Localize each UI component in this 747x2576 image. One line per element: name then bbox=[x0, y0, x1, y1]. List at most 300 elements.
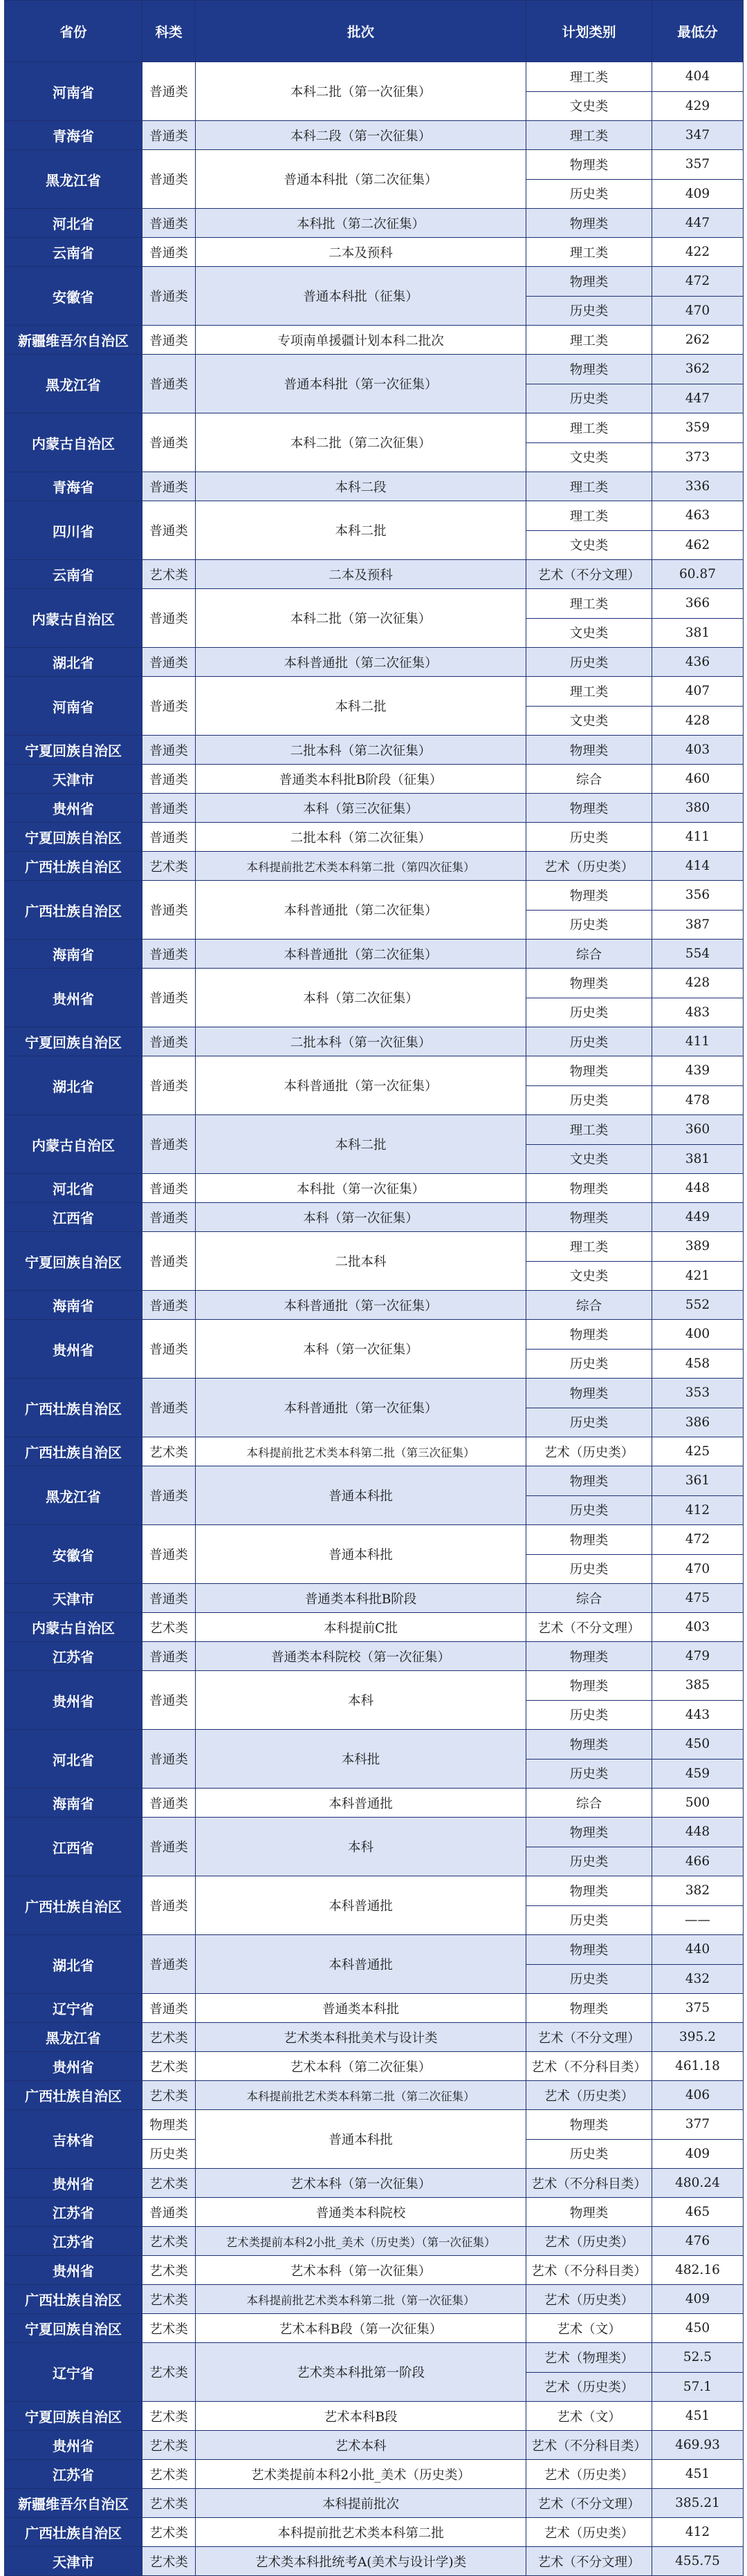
header-min-score: 最低分 bbox=[652, 1, 744, 62]
plan-type-cell: 文史类 bbox=[526, 1144, 652, 1174]
table-row bbox=[5, 501, 744, 531]
min-score-cell: 462 bbox=[652, 530, 744, 560]
table-row bbox=[5, 2227, 744, 2256]
min-score-cell: 60.87 bbox=[652, 560, 744, 589]
plan-type-cell: 艺术（不分文理） bbox=[526, 560, 652, 589]
batch-cell: 本科普通批（第一次征集） bbox=[196, 1056, 526, 1115]
min-score-cell: 483 bbox=[652, 998, 744, 1027]
table-row bbox=[5, 413, 744, 443]
min-score-cell: 458 bbox=[652, 1349, 744, 1379]
category-cell: 艺术类 bbox=[142, 2314, 196, 2343]
plan-type-cell: 历史类 bbox=[526, 823, 652, 852]
category-cell: 艺术类 bbox=[142, 1437, 196, 1466]
min-score-cell: 407 bbox=[652, 677, 744, 707]
plan-type-cell: 物理类 bbox=[526, 1818, 652, 1847]
category-cell: 普通类 bbox=[142, 267, 196, 326]
batch-cell: 本科二批（第一次征集） bbox=[196, 62, 526, 121]
plan-type-cell: 理工类 bbox=[526, 238, 652, 267]
batch-cell: 本科普通批（第二次征集） bbox=[196, 881, 526, 940]
batch-cell: 本科二批 bbox=[196, 1115, 526, 1174]
batch-cell: 艺术本科（第一次征集） bbox=[196, 2256, 526, 2285]
category-cell: 艺术类 bbox=[142, 2052, 196, 2081]
plan-type-cell: 艺术（不分科目类） bbox=[526, 2431, 652, 2460]
category-cell: 普通类 bbox=[142, 969, 196, 1027]
category-cell: 艺术类 bbox=[142, 2285, 196, 2314]
province-cell: 广西壮族自治区 bbox=[5, 2081, 142, 2110]
table-row bbox=[5, 560, 744, 589]
category-cell: 普通类 bbox=[142, 1994, 196, 2023]
plan-type-cell: 理工类 bbox=[526, 413, 652, 443]
plan-type-cell: 艺术（不分文理） bbox=[526, 2547, 652, 2576]
category-cell: 普通类 bbox=[142, 501, 196, 560]
province-cell: 四川省 bbox=[5, 501, 142, 560]
plan-type-cell: 物理类 bbox=[526, 736, 652, 765]
plan-type-cell: 历史类 bbox=[526, 1085, 652, 1115]
province-cell: 宁夏回族自治区 bbox=[5, 2314, 142, 2343]
min-score-cell: 472 bbox=[652, 267, 744, 297]
batch-cell: 二批本科（第二次征集） bbox=[196, 823, 526, 852]
min-score-cell: 262 bbox=[652, 326, 744, 355]
min-score-cell: 460 bbox=[652, 765, 744, 794]
province-cell: 黑龙江省 bbox=[5, 2023, 142, 2052]
category-cell: 艺术类 bbox=[142, 2343, 196, 2402]
min-score-cell: 447 bbox=[652, 384, 744, 413]
table-body bbox=[5, 62, 744, 2576]
table-row bbox=[5, 209, 744, 238]
plan-type-cell: 物理类 bbox=[526, 209, 652, 238]
batch-cell: 本科提前批艺术类本科第二批（第三次征集） bbox=[196, 1437, 526, 1466]
table-row bbox=[5, 589, 744, 619]
header-row bbox=[5, 1, 744, 62]
min-score-cell: 461.18 bbox=[652, 2052, 744, 2081]
table-row bbox=[5, 1818, 744, 1847]
min-score-cell: 466 bbox=[652, 1847, 744, 1876]
min-score-cell: 451 bbox=[652, 2402, 744, 2431]
batch-cell: 本科普通批（第二次征集） bbox=[196, 940, 526, 969]
min-score-cell: 380 bbox=[652, 794, 744, 823]
plan-type-cell: 艺术（历史类） bbox=[526, 1437, 652, 1466]
table-row bbox=[5, 1525, 744, 1555]
plan-type-cell: 文史类 bbox=[526, 91, 652, 121]
plan-type-cell: 物理类 bbox=[526, 794, 652, 823]
province-cell: 内蒙古自治区 bbox=[5, 413, 142, 472]
category-cell: 普通类 bbox=[142, 1466, 196, 1525]
table-row bbox=[5, 2023, 744, 2052]
province-cell: 河北省 bbox=[5, 209, 142, 238]
table-row bbox=[5, 1027, 744, 1056]
plan-type-cell: 历史类 bbox=[526, 1554, 652, 1584]
batch-cell: 普通本科批 bbox=[196, 2110, 526, 2169]
batch-cell: 二批本科（第二次征集） bbox=[196, 736, 526, 765]
table-row bbox=[5, 852, 744, 881]
province-cell: 广西壮族自治区 bbox=[5, 2285, 142, 2314]
batch-cell: 普通本科批 bbox=[196, 1525, 526, 1584]
min-score-cell: 373 bbox=[652, 442, 744, 472]
province-cell: 安徽省 bbox=[5, 267, 142, 326]
min-score-cell: 428 bbox=[652, 969, 744, 998]
plan-type-cell: 理工类 bbox=[526, 677, 652, 707]
province-cell: 湖北省 bbox=[5, 648, 142, 677]
province-cell: 新疆维吾尔自治区 bbox=[5, 2489, 142, 2518]
batch-cell: 本科提前批艺术类本科第二批 bbox=[196, 2518, 526, 2547]
min-score-cell: 482.16 bbox=[652, 2256, 744, 2285]
batch-cell: 艺术本科B段 bbox=[196, 2402, 526, 2431]
category-cell: 普通类 bbox=[142, 648, 196, 677]
table-row bbox=[5, 326, 744, 355]
batch-cell: 艺术类本科批统考A(美术与设计学)类 bbox=[196, 2547, 526, 2576]
min-score-cell: 366 bbox=[652, 589, 744, 619]
table-row bbox=[5, 881, 744, 911]
table-row bbox=[5, 2256, 744, 2285]
table-row bbox=[5, 2489, 744, 2518]
batch-cell: 普通类本科批B阶段（征集） bbox=[196, 765, 526, 794]
plan-type-cell: 历史类 bbox=[526, 1408, 652, 1437]
province-cell: 贵州省 bbox=[5, 969, 142, 1027]
plan-type-cell: 历史类 bbox=[526, 384, 652, 413]
plan-type-cell: 理工类 bbox=[526, 326, 652, 355]
batch-cell: 本科（第三次征集） bbox=[196, 794, 526, 823]
plan-type-cell: 艺术（物理类） bbox=[526, 2343, 652, 2373]
plan-type-cell: 物理类 bbox=[526, 1056, 652, 1086]
plan-type-cell: 艺术（历史类） bbox=[526, 2372, 652, 2402]
min-score-cell: 52.5 bbox=[652, 2343, 744, 2373]
batch-cell: 本科提前C批 bbox=[196, 1613, 526, 1642]
plan-type-cell: 物理类 bbox=[526, 267, 652, 297]
plan-type-cell: 物理类 bbox=[526, 355, 652, 384]
category-cell: 艺术类 bbox=[142, 2256, 196, 2285]
category-cell: 艺术类 bbox=[142, 1613, 196, 1642]
min-score-cell: 377 bbox=[652, 2110, 744, 2140]
category-cell: 普通类 bbox=[142, 1730, 196, 1789]
category-cell: 普通类 bbox=[142, 413, 196, 472]
header-plan-type: 计划类别 bbox=[526, 1, 652, 62]
batch-cell: 二批本科 bbox=[196, 1232, 526, 1291]
plan-type-cell: 物理类 bbox=[526, 1935, 652, 1965]
plan-type-cell: 综合 bbox=[526, 940, 652, 969]
plan-type-cell: 文史类 bbox=[526, 1261, 652, 1291]
min-score-cell: 449 bbox=[652, 1203, 744, 1232]
min-score-cell: 362 bbox=[652, 355, 744, 384]
batch-cell: 艺术本科B段（第一次征集） bbox=[196, 2314, 526, 2343]
province-cell: 内蒙古自治区 bbox=[5, 589, 142, 648]
category-cell: 普通类 bbox=[142, 1056, 196, 1115]
plan-type-cell: 物理类 bbox=[526, 150, 652, 180]
plan-type-cell: 历史类 bbox=[526, 998, 652, 1027]
table-row bbox=[5, 1232, 744, 1262]
min-score-cell: 428 bbox=[652, 706, 744, 736]
plan-type-cell: 艺术（不分科目类） bbox=[526, 2052, 652, 2081]
province-cell: 天津市 bbox=[5, 1584, 142, 1613]
province-cell: 吉林省 bbox=[5, 2110, 142, 2169]
province-cell: 内蒙古自治区 bbox=[5, 1115, 142, 1174]
plan-type-cell: 历史类 bbox=[526, 910, 652, 940]
plan-type-cell: 物理类 bbox=[526, 881, 652, 911]
table-row bbox=[5, 267, 744, 297]
plan-type-cell: 理工类 bbox=[526, 62, 652, 92]
plan-type-cell: 理工类 bbox=[526, 1115, 652, 1145]
table-row bbox=[5, 1584, 744, 1613]
min-score-cell: 411 bbox=[652, 1027, 744, 1056]
province-cell: 天津市 bbox=[5, 765, 142, 794]
batch-cell: 本科普通批（第一次征集） bbox=[196, 1291, 526, 1320]
province-cell: 贵州省 bbox=[5, 2256, 142, 2285]
plan-type-cell: 物理类 bbox=[526, 1994, 652, 2023]
table-row bbox=[5, 677, 744, 707]
category-cell: 普通类 bbox=[142, 1876, 196, 1935]
table-row bbox=[5, 355, 744, 384]
province-cell: 云南省 bbox=[5, 238, 142, 267]
table-row bbox=[5, 2431, 744, 2460]
province-cell: 江西省 bbox=[5, 1818, 142, 1876]
batch-cell: 专项南单援疆计划本科二批次 bbox=[196, 326, 526, 355]
min-score-cell: 404 bbox=[652, 62, 744, 92]
province-cell: 黑龙江省 bbox=[5, 355, 142, 413]
min-score-cell: 475 bbox=[652, 1584, 744, 1613]
min-score-cell: 382 bbox=[652, 1876, 744, 1906]
category-cell: 艺术类 bbox=[142, 2023, 196, 2052]
category-cell: 普通类 bbox=[142, 1027, 196, 1056]
province-cell: 广西壮族自治区 bbox=[5, 852, 142, 881]
province-cell: 河北省 bbox=[5, 1730, 142, 1789]
province-cell: 贵州省 bbox=[5, 794, 142, 823]
province-cell: 宁夏回族自治区 bbox=[5, 1232, 142, 1291]
min-score-cell: 448 bbox=[652, 1174, 744, 1203]
table-row bbox=[5, 62, 744, 92]
category-cell: 普通类 bbox=[142, 677, 196, 736]
province-cell: 安徽省 bbox=[5, 1525, 142, 1584]
table-row bbox=[5, 1203, 744, 1232]
plan-type-cell: 物理类 bbox=[526, 1642, 652, 1671]
province-cell: 黑龙江省 bbox=[5, 150, 142, 209]
min-score-cell: 389 bbox=[652, 1232, 744, 1262]
min-score-cell: 470 bbox=[652, 296, 744, 326]
batch-cell: 本科提前批艺术类本科第二批（第四次征集） bbox=[196, 852, 526, 881]
plan-type-cell: 物理类 bbox=[526, 969, 652, 998]
batch-cell: 普通类本科批 bbox=[196, 1994, 526, 2023]
plan-type-cell: 艺术（历史类） bbox=[526, 2227, 652, 2256]
min-score-cell: 385.21 bbox=[652, 2489, 744, 2518]
min-score-cell: 411 bbox=[652, 823, 744, 852]
batch-cell: 本科普通批（第二次征集） bbox=[196, 648, 526, 677]
table-row bbox=[5, 736, 744, 765]
min-score-cell: 425 bbox=[652, 1437, 744, 1466]
plan-type-cell: 艺术（不分文理） bbox=[526, 1613, 652, 1642]
province-cell: 贵州省 bbox=[5, 2169, 142, 2198]
category-cell: 普通类 bbox=[142, 1642, 196, 1671]
min-score-cell: 476 bbox=[652, 2227, 744, 2256]
province-cell: 广西壮族自治区 bbox=[5, 1437, 142, 1466]
province-cell: 湖北省 bbox=[5, 1935, 142, 1994]
header-batch: 批次 bbox=[196, 1, 526, 62]
min-score-cell: 439 bbox=[652, 1056, 744, 1086]
batch-cell: 本科批（第一次征集） bbox=[196, 1174, 526, 1203]
province-cell: 江西省 bbox=[5, 1203, 142, 1232]
table-row bbox=[5, 940, 744, 969]
batch-cell: 艺术类本科批第一阶段 bbox=[196, 2343, 526, 2402]
batch-cell: 本科（第二次征集） bbox=[196, 969, 526, 1027]
min-score-cell: 552 bbox=[652, 1291, 744, 1320]
min-score-cell: 412 bbox=[652, 2518, 744, 2547]
province-cell: 河南省 bbox=[5, 677, 142, 736]
score-table bbox=[4, 0, 744, 2576]
plan-type-cell: 历史类 bbox=[526, 648, 652, 677]
min-score-cell: 360 bbox=[652, 1115, 744, 1145]
batch-cell: 普通类本科院校（第一次征集） bbox=[196, 1642, 526, 1671]
min-score-cell: 463 bbox=[652, 501, 744, 531]
table-row bbox=[5, 2460, 744, 2489]
category-cell: 普通类 bbox=[142, 2198, 196, 2227]
province-cell: 天津市 bbox=[5, 2547, 142, 2576]
batch-cell: 艺术本科（第一次征集） bbox=[196, 2169, 526, 2198]
province-cell: 青海省 bbox=[5, 472, 142, 501]
plan-type-cell: 艺术（不分科目类） bbox=[526, 2256, 652, 2285]
batch-cell: 本科批（第二次征集） bbox=[196, 209, 526, 238]
category-cell: 普通类 bbox=[142, 472, 196, 501]
category-cell: 艺术类 bbox=[142, 2431, 196, 2460]
min-score-cell: 479 bbox=[652, 1642, 744, 1671]
table-row bbox=[5, 1789, 744, 1818]
province-cell: 贵州省 bbox=[5, 1671, 142, 1730]
table-row bbox=[5, 1613, 744, 1642]
category-cell: 艺术类 bbox=[142, 2081, 196, 2110]
table-row bbox=[5, 969, 744, 998]
table-row bbox=[5, 1671, 744, 1701]
header-category: 科类 bbox=[142, 1, 196, 62]
batch-cell: 艺术类本科批美术与设计类 bbox=[196, 2023, 526, 2052]
plan-type-cell: 综合 bbox=[526, 1789, 652, 1818]
batch-cell: 本科二段（第一次征集） bbox=[196, 121, 526, 150]
category-cell: 普通类 bbox=[142, 1818, 196, 1876]
plan-type-cell: 物理类 bbox=[526, 1379, 652, 1408]
min-score-cell: 409 bbox=[652, 2285, 744, 2314]
batch-cell: 普通本科批（征集） bbox=[196, 267, 526, 326]
plan-type-cell: 文史类 bbox=[526, 442, 652, 472]
category-cell: 普通类 bbox=[142, 1935, 196, 1994]
min-score-cell: 443 bbox=[652, 1700, 744, 1730]
batch-cell: 本科二批（第一次征集） bbox=[196, 589, 526, 648]
min-score-cell: 500 bbox=[652, 1789, 744, 1818]
province-cell: 河南省 bbox=[5, 62, 142, 121]
table-row bbox=[5, 794, 744, 823]
category-cell: 艺术类 bbox=[142, 2169, 196, 2198]
plan-type-cell: 物理类 bbox=[526, 1525, 652, 1555]
batch-cell: 普通类本科批B阶段 bbox=[196, 1584, 526, 1613]
batch-cell: 本科提前批艺术类本科第二批（第二次征集） bbox=[196, 2081, 526, 2110]
min-score-cell: 387 bbox=[652, 910, 744, 940]
min-score-cell: 361 bbox=[652, 1466, 744, 1496]
min-score-cell: 412 bbox=[652, 1495, 744, 1525]
plan-type-cell: 艺术（历史类） bbox=[526, 2518, 652, 2547]
min-score-cell: 57.1 bbox=[652, 2372, 744, 2402]
plan-type-cell: 理工类 bbox=[526, 1232, 652, 1262]
min-score-cell: 356 bbox=[652, 881, 744, 911]
batch-cell: 本科二批（第二次征集） bbox=[196, 413, 526, 472]
min-score-cell: 480.24 bbox=[652, 2169, 744, 2198]
plan-type-cell: 历史类 bbox=[526, 1349, 652, 1379]
min-score-cell: 478 bbox=[652, 1085, 744, 1115]
category-cell: 普通类 bbox=[142, 1379, 196, 1437]
min-score-cell: 386 bbox=[652, 1408, 744, 1437]
plan-type-cell: 综合 bbox=[526, 765, 652, 794]
province-cell: 内蒙古自治区 bbox=[5, 1613, 142, 1642]
plan-type-cell: 历史类 bbox=[526, 179, 652, 209]
province-cell: 江苏省 bbox=[5, 2460, 142, 2489]
min-score-cell: 455.75 bbox=[652, 2547, 744, 2576]
province-cell: 宁夏回族自治区 bbox=[5, 823, 142, 852]
category-cell: 普通类 bbox=[142, 1232, 196, 1291]
plan-type-cell: 历史类 bbox=[526, 1495, 652, 1525]
table-row bbox=[5, 238, 744, 267]
category-cell: 历史类 bbox=[142, 2139, 196, 2169]
min-score-cell: 336 bbox=[652, 472, 744, 501]
plan-type-cell: 艺术（文） bbox=[526, 2402, 652, 2431]
province-cell: 贵州省 bbox=[5, 1320, 142, 1379]
province-cell: 宁夏回族自治区 bbox=[5, 1027, 142, 1056]
min-score-cell: 448 bbox=[652, 1818, 744, 1847]
table-row bbox=[5, 2052, 744, 2081]
plan-type-cell: 历史类 bbox=[526, 1847, 652, 1876]
province-cell: 广西壮族自治区 bbox=[5, 881, 142, 940]
plan-type-cell: 历史类 bbox=[526, 1027, 652, 1056]
plan-type-cell: 艺术（不分文理） bbox=[526, 2489, 652, 2518]
min-score-cell: 409 bbox=[652, 179, 744, 209]
province-cell: 贵州省 bbox=[5, 2052, 142, 2081]
category-cell: 普通类 bbox=[142, 326, 196, 355]
batch-cell: 本科二批 bbox=[196, 501, 526, 560]
category-cell: 艺术类 bbox=[142, 852, 196, 881]
province-cell: 宁夏回族自治区 bbox=[5, 2402, 142, 2431]
batch-cell: 本科普通批 bbox=[196, 1935, 526, 1994]
table-row bbox=[5, 1642, 744, 1671]
category-cell: 普通类 bbox=[142, 355, 196, 413]
table-row bbox=[5, 1994, 744, 2023]
batch-cell: 本科（第一次征集） bbox=[196, 1203, 526, 1232]
table-row bbox=[5, 648, 744, 677]
category-cell: 普通类 bbox=[142, 1320, 196, 1379]
batch-cell: 本科二段 bbox=[196, 472, 526, 501]
min-score-cell: 357 bbox=[652, 150, 744, 180]
category-cell: 普通类 bbox=[142, 62, 196, 121]
province-cell: 江苏省 bbox=[5, 1642, 142, 1671]
table-row bbox=[5, 1115, 744, 1145]
min-score-cell: 459 bbox=[652, 1759, 744, 1789]
category-cell: 艺术类 bbox=[142, 2402, 196, 2431]
table-row bbox=[5, 2518, 744, 2547]
min-score-cell: 381 bbox=[652, 618, 744, 648]
batch-cell: 普通本科批（第二次征集） bbox=[196, 150, 526, 209]
plan-type-cell: 文史类 bbox=[526, 706, 652, 736]
min-score-cell: 406 bbox=[652, 2081, 744, 2110]
min-score-cell: 385 bbox=[652, 1671, 744, 1701]
category-cell: 普通类 bbox=[142, 823, 196, 852]
category-cell: 普通类 bbox=[142, 1584, 196, 1613]
category-cell: 普通类 bbox=[142, 1203, 196, 1232]
batch-cell: 本科普通批（第一次征集） bbox=[196, 1379, 526, 1437]
plan-type-cell: 理工类 bbox=[526, 501, 652, 531]
batch-cell: 二批本科（第一次征集） bbox=[196, 1027, 526, 1056]
min-score-cell: 403 bbox=[652, 736, 744, 765]
table-row bbox=[5, 1379, 744, 1408]
table-row bbox=[5, 1437, 744, 1466]
batch-cell: 本科批 bbox=[196, 1730, 526, 1789]
plan-type-cell: 物理类 bbox=[526, 1203, 652, 1232]
min-score-cell: 353 bbox=[652, 1379, 744, 1408]
province-cell: 辽宁省 bbox=[5, 2343, 142, 2402]
batch-cell: 二本及预科 bbox=[196, 238, 526, 267]
category-cell: 艺术类 bbox=[142, 560, 196, 589]
category-cell: 普通类 bbox=[142, 589, 196, 648]
table-row bbox=[5, 2081, 744, 2110]
